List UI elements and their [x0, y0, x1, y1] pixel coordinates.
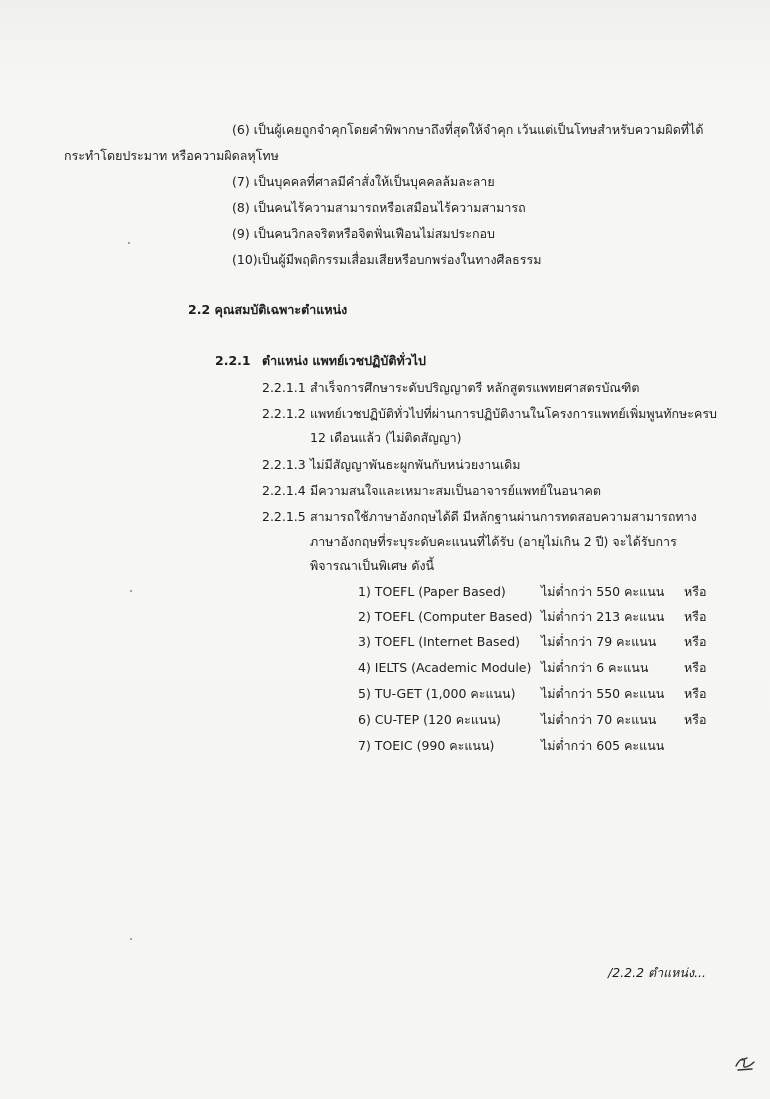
test-minimum: ไม่ต่ำกว่า 605 คะแนน [541, 738, 665, 753]
test-minimum: ไม่ต่ำกว่า 70 คะแนน [541, 712, 657, 727]
criterion-5-text-cont-2: พิจารณาเป็นพิเศษ ดังนี้ [310, 558, 435, 573]
test-or: หรือ [684, 634, 707, 649]
item-9: (9) เป็นคนวิกลจริตหรือจิตฟั่นเฟือนไม่สมประกอบ [232, 226, 495, 241]
criterion-1-number: 2.2.1.1 [262, 380, 306, 395]
test-minimum: ไม่ต่ำกว่า 79 คะแนน [541, 634, 657, 649]
test-minimum: ไม่ต่ำกว่า 6 คะแนน [541, 660, 649, 675]
item-7: (7) เป็นบุคคลที่ศาลมีคำสั่งให้เป็นบุคคลล้มละลาย [232, 174, 495, 189]
criterion-4-number: 2.2.1.4 [262, 483, 306, 498]
scan-speck [128, 242, 130, 244]
test-name: 5) TU-GET (1,000 คะแนน) [358, 686, 516, 701]
test-minimum: ไม่ต่ำกว่า 550 คะแนน [541, 686, 665, 701]
criterion-2-number: 2.2.1.2 [262, 406, 306, 421]
test-name: 3) TOEFL (Internet Based) [358, 634, 521, 649]
test-or: หรือ [684, 584, 707, 599]
handwritten-initial-icon [732, 1052, 758, 1074]
item-8: (8) เป็นคนไร้ความสามารถหรือเสมือนไร้ความสามารถ [232, 200, 526, 215]
scan-speck [130, 590, 132, 592]
subsection-number: 2.2.1 [215, 353, 251, 368]
section-heading: 2.2 คุณสมบัติเฉพาะตำแหน่ง [188, 302, 348, 317]
item-10: (10)เป็นผู้มีพฤติกรรมเสื่อมเสียหรือบกพร่องในทางศีลธรรม [232, 252, 542, 267]
item-6-line-1: (6) เป็นผู้เคยถูกจำคุกโดยคำพิพากษาถึงที่สุดให้จำคุก เว้นแต่เป็นโทษสำหรับความผิดที่ได้ [232, 122, 704, 137]
test-name: 4) IELTS (Academic Module) [358, 660, 532, 675]
scan-speck [130, 938, 132, 940]
test-or: หรือ [684, 609, 707, 624]
criterion-2-text-cont: 12 เดือนแล้ว (ไม่ติดสัญญา) [310, 430, 462, 445]
test-name: 1) TOEFL (Paper Based) [358, 584, 506, 599]
criterion-5-text-cont-1: ภาษาอังกฤษที่ระบุระดับคะแนนที่ได้รับ (อายุไม่เกิน 2 ปี) จะได้รับการ [310, 534, 677, 549]
test-or: หรือ [684, 660, 707, 675]
test-name: 2) TOEFL (Computer Based) [358, 609, 533, 624]
criterion-3-number: 2.2.1.3 [262, 457, 306, 472]
criterion-2-text: แพทย์เวชปฏิบัติทั่วไปที่ผ่านการปฏิบัติงานในโครงการแพทย์เพิ่มพูนทักษะครบ [310, 406, 717, 421]
criterion-3-text: ไม่มีสัญญาพันธะผูกพันกับหน่วยงานเดิม [310, 457, 521, 472]
continuation-note: /2.2.2 ตำแหน่ง... [608, 965, 706, 980]
criterion-5-text: สามารถใช้ภาษาอังกฤษได้ดี มีหลักฐานผ่านการทดสอบความสามารถทาง [310, 509, 697, 524]
subsection-title: ตำแหน่ง แพทย์เวชปฏิบัติทั่วไป [262, 353, 426, 368]
test-name: 6) CU-TEP (120 คะแนน) [358, 712, 501, 727]
criterion-5-number: 2.2.1.5 [262, 509, 306, 524]
test-name: 7) TOEIC (990 คะแนน) [358, 738, 495, 753]
item-6-line-2: กระทำโดยประมาท หรือความผิดลหุโทษ [64, 148, 279, 163]
criterion-4-text: มีความสนใจและเหมาะสมเป็นอาจารย์แพทย์ในอนาคต [310, 483, 601, 498]
test-or: หรือ [684, 686, 707, 701]
test-minimum: ไม่ต่ำกว่า 550 คะแนน [541, 584, 665, 599]
criterion-1-text: สำเร็จการศึกษาระดับปริญญาตรี หลักสูตรแพทยศาสตรบัณฑิต [310, 380, 640, 395]
test-minimum: ไม่ต่ำกว่า 213 คะแนน [541, 609, 665, 624]
test-or: หรือ [684, 712, 707, 727]
